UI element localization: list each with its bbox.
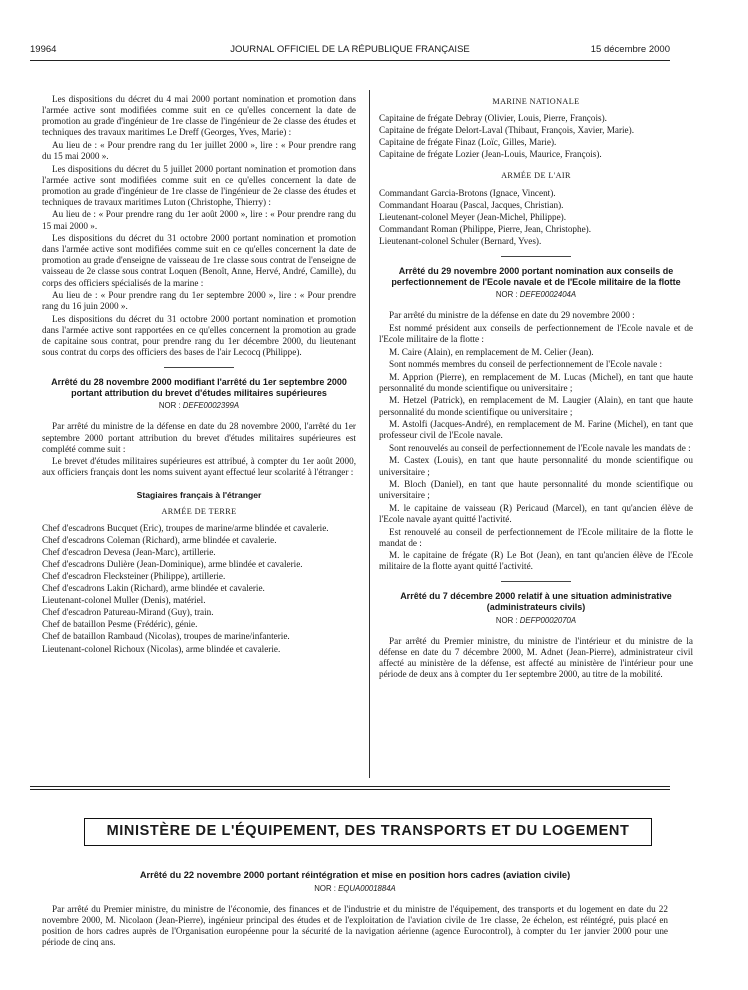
section-heading: ARMÉE DE L'AIR xyxy=(501,171,571,181)
bottom-section xyxy=(42,870,668,950)
arrete-paragraph: Le brevet d'études militaires supérieures est attribué, à compter du 1er août 2000, aux officiers français dont les noms suivent ayant effectué leur scolarité à l'étranger : xyxy=(42,456,356,478)
nor-label: NOR : xyxy=(158,401,181,411)
list-item: Commandant Garcia-Brotons (Ignace, Vincent). xyxy=(379,187,556,198)
list-item: Chef d'escadron Devesa (Jean-Marc), artillerie. xyxy=(42,546,216,557)
list-item: Lieutenant-colonel Meyer (Jean-Michel, Philippe). xyxy=(379,211,567,222)
section-heading: MARINE NATIONALE xyxy=(492,97,580,106)
left-column xyxy=(42,94,356,656)
nor-reference xyxy=(379,615,693,626)
arrete-title: Arrêté du 28 novembre 2000 modifiant l'arrêté du 1er septembre 2000 portant attribution du brevet d'études militaires supérieures xyxy=(51,377,347,398)
arrete-paragraph: M. le capitaine de frégate (R) Le Bot (Jean), en tant qu'ancien élève de l'Ecole militaire de la flotte ayant quitté l'activité. xyxy=(379,550,693,572)
decree-paragraph: Les dispositions du décret du 31 octobre 2000 portant nomination et promotion dans l'armée active sont modifiées comme suit en ce qu'elles concernent la date de promotion au grade d'enseigne de vaisseau de 1re classe sous contrat de l'enseigne de vaisseau de 2e classe sous contrat Loquen (Benoît, Anne, Hervé, André, Camille), du corps des officiers spécialisés de la marine : xyxy=(42,233,356,288)
ministry-banner: MINISTÈRE DE L'ÉQUIPEMENT, DES TRANSPORTS ET DU LOGEMENT xyxy=(84,818,652,846)
page-number: 19964 xyxy=(30,44,57,55)
nor-reference xyxy=(42,400,356,411)
arrete-title: Arrêté du 29 novembre 2000 portant nomination aux conseils de perfectionnement de l'Ecole navale et de l'Ecole militaire de la flotte xyxy=(391,266,681,287)
list-item: Commandant Hoarau (Pascal, Jacques, Christian). xyxy=(379,199,564,210)
decree-paragraph: Les dispositions du décret du 31 octobre 2000 portant nomination et promotion dans l'armée active sont rapportées en ce qu'elles concernent la promotion au grade de capitaine sous contrat, pour prendre rang du 1er décembre 2000, du lieutenant sous contrat du corps des officiers des bases de l'air Lecocq (Philippe). xyxy=(42,313,356,358)
nor-code: DEFP0002070A xyxy=(519,615,577,625)
list-item: Capitaine de frégate Finaz (Loïc, Gilles, Marie). xyxy=(379,137,557,148)
arrete-paragraph: Par arrêté du Premier ministre, du ministre de l'économie, des finances et de l'industrie et du ministre de l'équipement, des transports et du logement en date du 22 novembre 2000, M. Nicolaon (Jean-Pierre), ingénieur principal des études et de l'exploitation de l'aviation civile de 1re classe, 2e échelon, est réintégré, puis placé en position de hors cadres auprès de l'Organisation européenne pour la sécurité de la navigation aérienne (agence Eurocontrol), à compter du 1er janvier 2000 pour une période de cinq ans. xyxy=(42,903,668,947)
arrete-paragraph: M. Hetzel (Patrick), en remplacement de M. Laugier (Alain), en tant que haute personnalité du monde scientifique ou universitaire ; xyxy=(379,395,693,417)
nor-code: DEFE0002399A xyxy=(182,401,240,411)
list-item: Capitaine de frégate Lozier (Jean-Louis, Maurice, François). xyxy=(379,149,602,160)
section-separator xyxy=(501,581,571,582)
right-column xyxy=(379,94,693,682)
decree-paragraph: Au lieu de : « Pour prendre rang du 1er juillet 2000 », lire : « Pour prendre rang du 15 mai 2000 ». xyxy=(42,139,356,161)
arrete-paragraph: M. Castex (Louis), en tant que haute personnalité du monde scientifique ou universitaire ; xyxy=(379,455,693,477)
list-item: Chef d'escadron Flecksteiner (Philippe), artillerie. xyxy=(42,570,226,581)
arrete-paragraph: Sont renouvelés au conseil de perfectionnement de l'Ecole navale les mandats de : xyxy=(389,442,691,453)
nor-label: NOR : xyxy=(495,615,518,625)
arrete-paragraph: M. le capitaine de vaisseau (R) Pericaud (Marcel), en tant qu'ancien élève de l'Ecole navale ayant quitté l'activité. xyxy=(379,502,693,524)
list-item: Chef de bataillon Pesme (Frédéric), génie. xyxy=(42,619,198,630)
list-item: Capitaine de frégate Debray (Olivier, Louis, Pierre, François). xyxy=(379,113,607,124)
list-item: Capitaine de frégate Delort-Laval (Thibaut, François, Xavier, Marie). xyxy=(379,125,634,136)
nor-code: DEFE0002404A xyxy=(519,290,577,300)
arrete-paragraph: M. Bloch (Daniel), en tant que haute personnalité du monde scientifique ou universitaire ; xyxy=(379,479,693,501)
list-item: Lieutenant-colonel Schuler (Bernard, Yves). xyxy=(379,235,542,246)
arrete-title: Arrêté du 22 novembre 2000 portant réintégration et mise en position hors cadres (aviation civile) xyxy=(139,870,571,880)
list-item: Lieutenant-colonel Muller (Denis), matériel. xyxy=(42,595,206,606)
decree-paragraph: Au lieu de : « Pour prendre rang du 1er août 2000 », lire : « Pour prendre rang du 15 mai 2000 ». xyxy=(42,209,356,231)
decree-paragraph: Les dispositions du décret du 4 mai 2000 portant nomination et promotion dans l'armée active sont modifiées comme suit en ce qu'elles concernent la date de promotion au grade d'ingénieur de 1re classe de l'ingénieur de 2e classe des études et techniques des travaux maritimes Le Dreff (Georges, Yves, Marie) : xyxy=(42,94,356,138)
arrete-paragraph: M. Caire (Alain), en remplacement de M. Celier (Jean). xyxy=(389,346,594,357)
list-item: Chef d'escadron Patureau-Mirand (Guy), train. xyxy=(42,607,214,618)
nor-reference xyxy=(42,883,668,894)
decree-paragraph: Au lieu de : « Pour prendre rang du 1er septembre 2000 », lire : « Pour prendre rang du 16 juin 2000 ». xyxy=(42,290,356,312)
list-item: Chef d'escadrons Lakin (Richard), arme blindée et cavalerie. xyxy=(42,583,265,594)
nor-code: EQUA0001884A xyxy=(338,883,396,893)
column-divider xyxy=(369,90,370,778)
list-item: Chef de bataillon Rambaud (Nicolas), troupes de marine/infanterie. xyxy=(42,631,290,642)
arrete-paragraph: Est nommé président aux conseils de perfectionnement de l'Ecole navale et de l'Ecole militaire de la flotte : xyxy=(379,322,693,344)
list-item: Lieutenant-colonel Richoux (Nicolas), arme blindée et cavalerie. xyxy=(42,643,281,654)
section-rule xyxy=(30,786,670,787)
issue-date: 15 décembre 2000 xyxy=(590,44,670,55)
header-rule xyxy=(30,60,670,61)
section-separator xyxy=(501,256,571,257)
arrete-paragraph: M. Astolfi (Jacques-André), en remplacement de M. Farine (Michel), en tant que professeur civil de l'Ecole navale. xyxy=(379,419,693,441)
arrete-paragraph: Sont nommés membres du conseil de perfectionnement de l'Ecole navale : xyxy=(389,359,663,370)
arrete-paragraph: M. Apprion (Pierre), en remplacement de M. Lucas (Michel), en tant que haute personnalité du monde scientifique ou universitaire ; xyxy=(379,371,693,393)
list-item: Commandant Roman (Philippe, Pierre, Jean, Christophe). xyxy=(379,223,592,234)
section-rule xyxy=(30,789,670,790)
nor-reference xyxy=(379,289,693,300)
arrete-paragraph: Par arrêté du ministre de la défense en date du 29 novembre 2000 : xyxy=(389,310,635,321)
subheading: Stagiaires français à l'étranger xyxy=(136,490,262,501)
section-separator xyxy=(164,367,234,368)
arrete-paragraph: Par arrêté du ministre de la défense en date du 28 novembre 2000, l'arrêté du 1er septembre 2000 portant attribution du brevet d'études militaires supérieures est complété comme suit : xyxy=(42,421,356,454)
list-item: Chef d'escadrons Coleman (Richard), arme blindée et cavalerie. xyxy=(42,534,277,545)
arrete-paragraph: Est renouvelé au conseil de perfectionnement de l'Ecole militaire de la flotte le mandat de : xyxy=(379,526,693,548)
section-heading: ARMÉE DE TERRE xyxy=(161,506,237,516)
page-header xyxy=(30,44,670,58)
list-item: Chef d'escadrons Dulière (Jean-Dominique), arme blindée et cavalerie. xyxy=(42,558,303,569)
arrete-title: Arrêté du 7 décembre 2000 relatif à une situation administrative (administrateurs civils) xyxy=(400,591,672,612)
nor-label: NOR : xyxy=(314,883,336,893)
arrete-paragraph: Par arrêté du Premier ministre, du ministre de l'intérieur et du ministre de la défense en date du 7 décembre 2000, M. Adnet (Jean-Pierre), administrateur civil affecté au ministère de la défense, est affecté au ministère de l'intérieur pour une période de deux ans à compter du 1er septembre 2000, au titre de la mobilité. xyxy=(379,635,693,679)
journal-title: JOURNAL OFFICIEL DE LA RÉPUBLIQUE FRANÇAISE xyxy=(230,44,470,55)
list-item: Chef d'escadrons Bucquet (Eric), troupes de marine/arme blindée et cavalerie. xyxy=(42,522,329,533)
decree-paragraph: Les dispositions du décret du 5 juillet 2000 portant nomination et promotion dans l'armée active sont modifiées comme suit en ce qu'elles concernent la date de promotion au grade d'ingénieur de 1re classe de l'ingénieur de 2e classe des études et techniques de travaux maritimes Luton (Christophe, Thierry) : xyxy=(42,163,356,207)
nor-label: NOR : xyxy=(495,290,518,300)
